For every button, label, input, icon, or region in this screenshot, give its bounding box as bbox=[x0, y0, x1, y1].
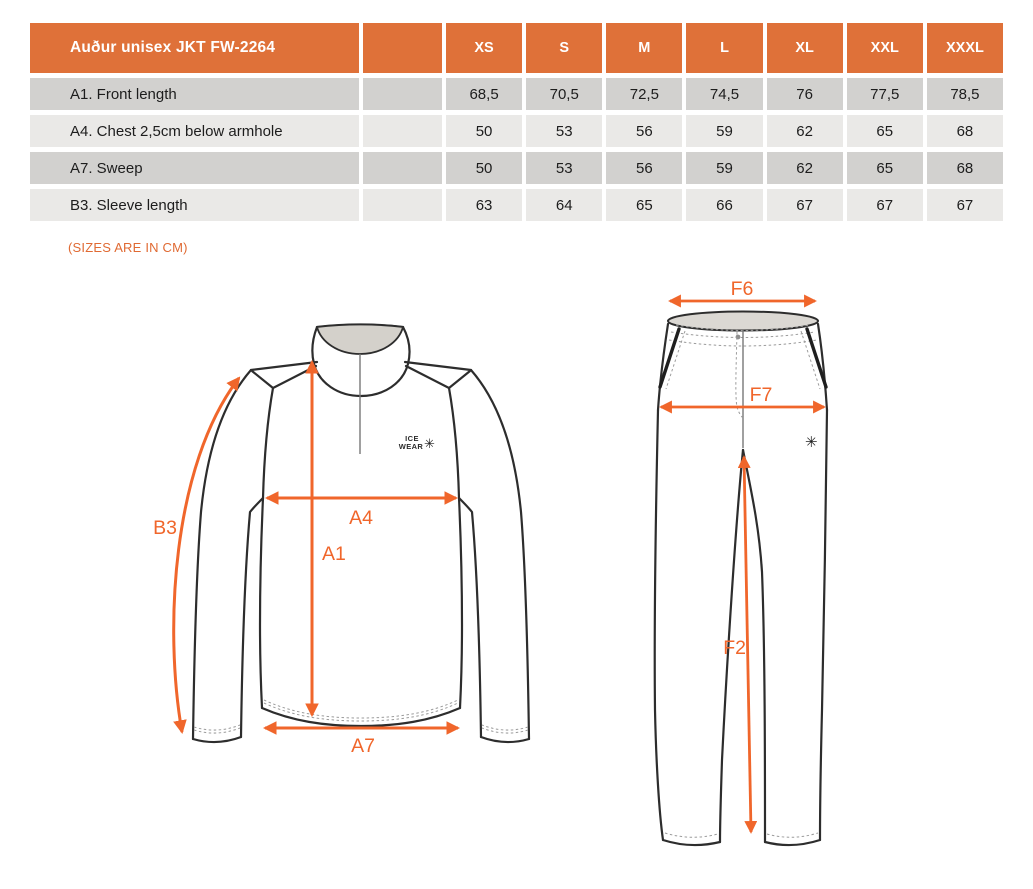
waist-opening bbox=[668, 312, 818, 331]
spacer-cell bbox=[363, 115, 442, 147]
size-value: 56 bbox=[606, 115, 682, 147]
pants-body bbox=[655, 315, 827, 846]
jacket-diagram bbox=[140, 280, 580, 780]
size-value: 50 bbox=[446, 152, 522, 184]
size-value: 68 bbox=[927, 115, 1003, 147]
sizes-unit-note: (SIZES ARE IN CM) bbox=[68, 240, 188, 255]
size-col-header: XS bbox=[446, 23, 522, 73]
a4-label: A4 bbox=[349, 507, 373, 529]
size-value: 72,5 bbox=[606, 78, 682, 110]
size-value: 53 bbox=[526, 115, 602, 147]
product-title: Auður unisex JKT FW-2264 bbox=[70, 39, 276, 56]
size-value: 64 bbox=[526, 189, 602, 221]
size-value: 65 bbox=[606, 189, 682, 221]
f2-label: F2 bbox=[723, 637, 746, 659]
measure-label: A4. Chest 2,5cm below armhole bbox=[30, 115, 359, 147]
spacer-cell bbox=[363, 189, 442, 221]
size-value: 53 bbox=[526, 152, 602, 184]
size-value: 76 bbox=[767, 78, 843, 110]
size-value: 78,5 bbox=[927, 78, 1003, 110]
size-value: 63 bbox=[446, 189, 522, 221]
spacer-cell bbox=[363, 152, 442, 184]
size-value: 50 bbox=[446, 115, 522, 147]
b3-label: B3 bbox=[153, 517, 177, 539]
size-value: 67 bbox=[847, 189, 923, 221]
icewear-logo-line2: WEAR bbox=[398, 442, 424, 451]
size-value: 66 bbox=[686, 189, 762, 221]
size-value: 67 bbox=[927, 189, 1003, 221]
size-value: 77,5 bbox=[847, 78, 923, 110]
icewear-logo-line1: ICE bbox=[405, 434, 419, 443]
size-value: 56 bbox=[606, 152, 682, 184]
size-col-header: XXXL bbox=[927, 23, 1003, 73]
measure-label: A1. Front length bbox=[30, 78, 359, 110]
size-value: 67 bbox=[767, 189, 843, 221]
size-col-header: XL bbox=[767, 23, 843, 73]
collar-inside bbox=[317, 325, 403, 355]
size-col-header: M bbox=[606, 23, 682, 73]
jacket-left-sleeve bbox=[193, 370, 263, 742]
snowflake-icon: ✳ bbox=[805, 434, 818, 451]
size-value: 65 bbox=[847, 115, 923, 147]
f7-label: F7 bbox=[749, 384, 773, 406]
jacket-torso bbox=[251, 362, 471, 726]
a7-label: A7 bbox=[351, 735, 375, 757]
size-value: 62 bbox=[767, 115, 843, 147]
size-table bbox=[30, 23, 1003, 221]
pants-diagram bbox=[630, 280, 850, 870]
size-value: 70,5 bbox=[526, 78, 602, 110]
size-value: 62 bbox=[767, 152, 843, 184]
size-value: 59 bbox=[686, 152, 762, 184]
size-col-header: S bbox=[526, 23, 602, 73]
size-col-header: XXL bbox=[847, 23, 923, 73]
measure-label: A7. Sweep bbox=[30, 152, 359, 184]
jacket-right-sleeve bbox=[459, 370, 529, 742]
spacer-cell bbox=[363, 78, 442, 110]
size-col-header: L bbox=[686, 23, 762, 73]
measure-label: B3. Sleeve length bbox=[30, 189, 359, 221]
size-value: 74,5 bbox=[686, 78, 762, 110]
a1-label: A1 bbox=[322, 543, 346, 565]
snowflake-icon: ✳ bbox=[424, 436, 435, 451]
table-title-cell bbox=[30, 23, 359, 73]
size-value: 59 bbox=[686, 115, 762, 147]
size-value: 68 bbox=[927, 152, 1003, 184]
size-value: 68,5 bbox=[446, 78, 522, 110]
size-value: 65 bbox=[847, 152, 923, 184]
waist-button bbox=[736, 335, 741, 340]
spacer-header-cell bbox=[363, 23, 442, 73]
f6-label: F6 bbox=[730, 280, 754, 300]
